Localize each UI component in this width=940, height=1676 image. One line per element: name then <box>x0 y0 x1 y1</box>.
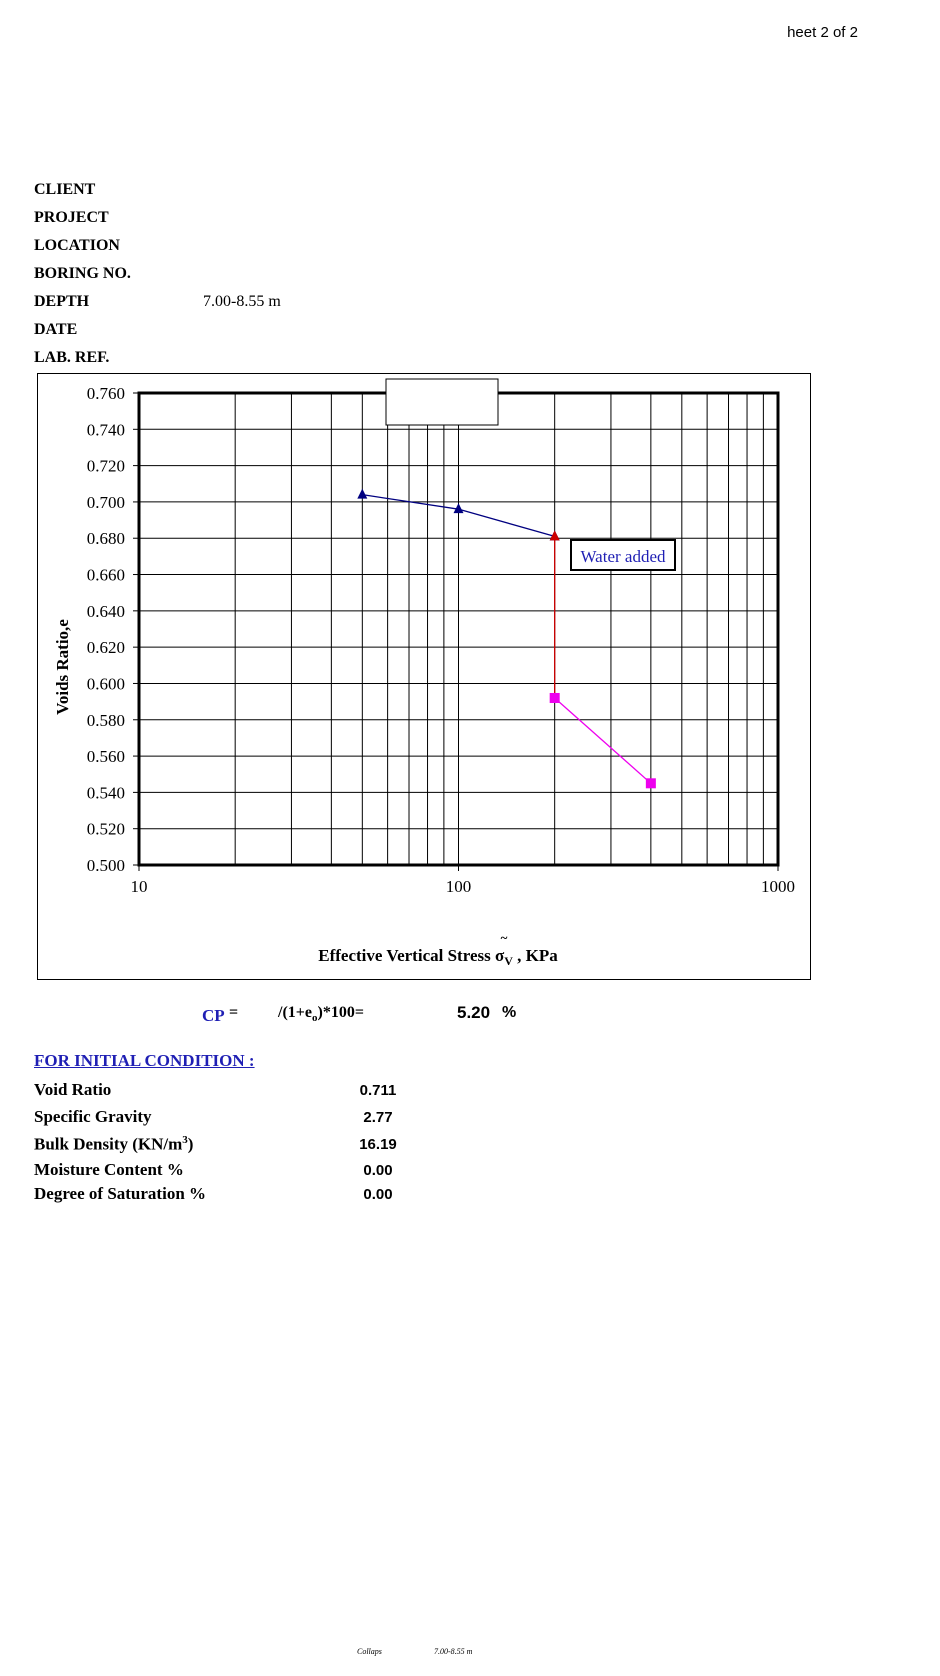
legend-box <box>386 379 498 425</box>
y-tick-label: 0.720 <box>86 456 125 476</box>
sigma-tilde-mark: ~ <box>500 930 508 945</box>
depth-label: DEPTH <box>34 293 90 310</box>
footer-depth: 7.00-8.55 m <box>434 1647 473 1656</box>
y-tick-label: 0.620 <box>86 638 125 658</box>
cp-label: CP <box>202 1006 225 1025</box>
moisture-content-label: Moisture Content % <box>34 1160 184 1179</box>
chart-ticks <box>87 384 795 896</box>
bulk-density-value: 16.19 <box>359 1136 397 1153</box>
y-axis-label: Voids Ratio,e <box>53 619 72 715</box>
annotation-text: Water added <box>580 547 666 566</box>
client-label: CLIENT <box>34 181 96 198</box>
y-tick-label: 0.600 <box>86 674 125 694</box>
boring-label: BORING NO. <box>34 265 131 282</box>
date-label: DATE <box>34 321 78 338</box>
saturation-value: 0.00 <box>363 1186 393 1203</box>
specific-gravity-value: 2.77 <box>363 1109 393 1126</box>
x-tick-label: 1000 <box>761 877 795 896</box>
void-ratio-label: Void Ratio <box>34 1080 112 1099</box>
y-tick-label: 0.700 <box>86 492 125 512</box>
y-tick-label: 0.680 <box>86 529 125 549</box>
x-tick-label: 100 <box>445 877 472 896</box>
y-tick-label: 0.500 <box>86 856 125 875</box>
y-tick-label: 0.660 <box>86 565 125 585</box>
initial-condition-title: FOR INITIAL CONDITION : <box>34 1051 255 1070</box>
y-tick-label: 0.580 <box>86 710 125 730</box>
cp-equals: = <box>229 1004 239 1021</box>
void-ratio-value: 0.711 <box>359 1082 397 1099</box>
y-tick-label: 0.560 <box>86 747 125 767</box>
y-tick-label: 0.760 <box>86 384 125 403</box>
cp-formula: $/(1+e_o)*100=$ <box>278 1004 364 1025</box>
specific-gravity-label: Specific Gravity <box>34 1107 152 1126</box>
project-label: PROJECT <box>34 209 109 226</box>
chart-grid <box>139 393 778 871</box>
location-label: LOCATION <box>34 237 120 254</box>
data-point-square <box>550 693 560 703</box>
data-point-square <box>646 778 656 788</box>
x-tick-label: 10 <box>130 877 148 896</box>
sheet-number: heet 2 of 2 <box>787 24 858 41</box>
lab-ref-label: LAB. REF. <box>34 349 110 366</box>
saturation-label: Degree of Saturation % <box>34 1184 207 1203</box>
data-point-triangle <box>357 489 367 499</box>
series-line <box>555 698 651 783</box>
depth-value: 7.00-8.55 m <box>203 293 281 310</box>
x-axis-label: Effective Vertical Stress $\sigma_V$ , KPa <box>318 946 558 968</box>
bulk-density-label: Bulk Density $(KN/m^3)$ <box>34 1134 194 1154</box>
footer-sheet-name: Collaps <box>357 1647 382 1656</box>
y-tick-label: 0.640 <box>86 601 125 621</box>
cp-value: 5.20 <box>457 1003 491 1022</box>
y-tick-label: 0.520 <box>86 819 125 839</box>
y-tick-label: 0.740 <box>86 420 125 440</box>
moisture-content-value: 0.00 <box>363 1162 393 1179</box>
cp-unit: % <box>502 1004 517 1021</box>
y-tick-label: 0.540 <box>86 783 125 803</box>
